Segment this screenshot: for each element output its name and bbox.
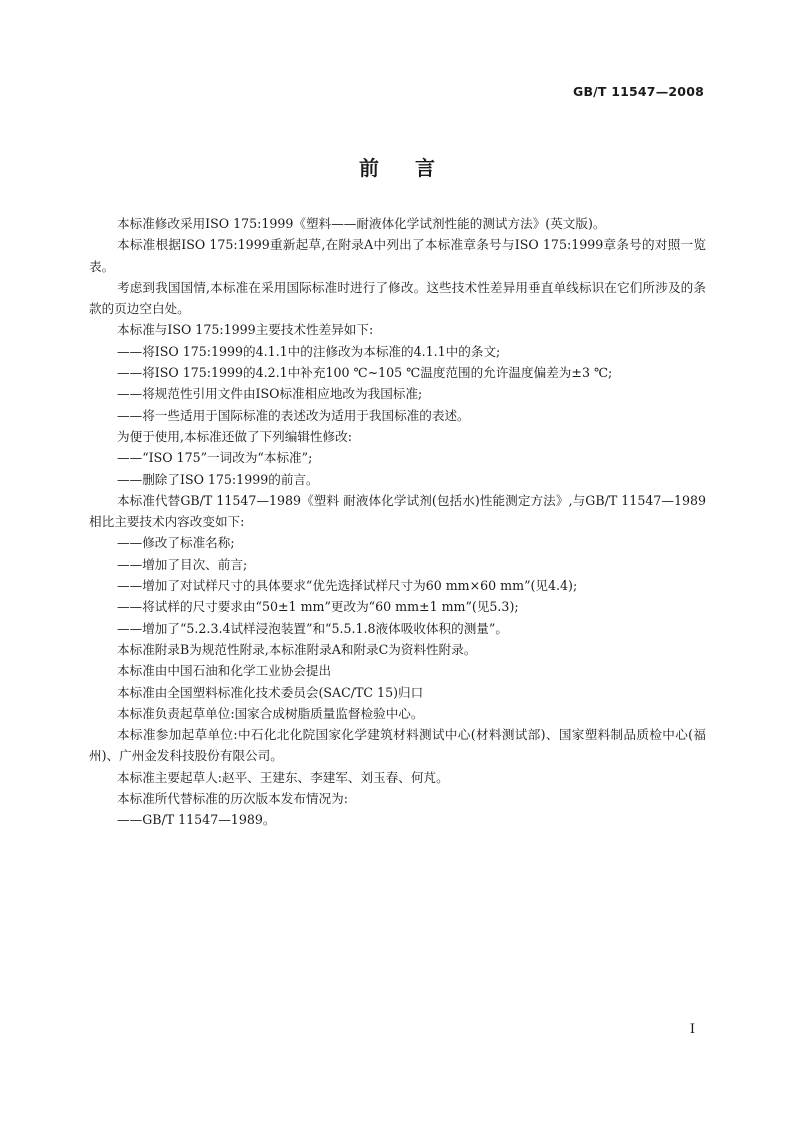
list-item: ——删除了ISO 175:1999的前言。 (117, 471, 319, 487)
paragraph: 本标准所代替标准的历次版本发布情况为: (117, 791, 348, 807)
list-item: ——将ISO 175:1999的4.1.1中的注修改为本标准的4.1.1中的条文; (117, 343, 501, 359)
standard-number: GB/T 11547—2008 (572, 84, 704, 99)
list-item: ——将规范性引用文件由ISO标准相应地改为我国标准; (117, 386, 423, 402)
page-number: I (689, 1022, 695, 1037)
preface-body (89, 213, 706, 831)
paragraph: 为便于使用,本标准还做了下列编辑性修改: (117, 428, 352, 444)
list-item: ——GB/T 11547—1989。 (117, 812, 276, 828)
list-item: ——将一些适用于国际标准的表述改为适用于我国标准的表述。 (117, 407, 470, 423)
list-item: ——将ISO 175:1999的4.2.1中补充100 ℃~105 ℃温度范围的允许温度偏差为±3 ℃; (117, 365, 613, 381)
paragraph: 本标准与ISO 175:1999主要技术性差异如下: (117, 322, 374, 338)
list-item: ——增加了对试样尺寸的具体要求“优先选择试样尺寸为60 mm×60 mm”(见4.4); (117, 578, 578, 594)
paragraph: 本标准附录B为规范性附录,本标准附录A和附录C为资料性附录。 (117, 641, 477, 657)
list-item: ——增加了目次、前言; (117, 556, 248, 572)
page-title: 前言 (359, 156, 471, 180)
paragraph: 本标准参加起草单位:中石化北化院国家化学建筑材料测试中心(材料测试部)、国家塑料制品质检中心(福州)、广州金发科技股份有限公司。 (89, 727, 706, 764)
list-item: ——增加了“5.2.3.4试样浸泡装置”和“5.5.1.8液体吸收体积的测量”。 (117, 620, 508, 636)
paragraph: 本标准根据ISO 175:1999重新起草,在附录A中列出了本标准章条号与ISO 175:1999章条号的对照一览表。 (89, 237, 706, 274)
paragraph: 考虑到我国国情,本标准在采用国际标准时进行了修改。这些技术性差异用垂直单线标识在它们所涉及的条款的页边空白处。 (89, 279, 706, 317)
paragraph: 本标准负责起草单位:国家合成树脂质量监督检验中心。 (117, 705, 424, 721)
paragraph: 本标准代替GB/T 11547—1989《塑料 耐液体化学试剂(包括水)性能测定方法》,与GB/T 11547—1989相比主要技术内容改变如下: (89, 492, 706, 530)
paragraph: 本标准主要起草人:赵平、王建东、李建军、刘玉春、何芃。 (117, 769, 449, 785)
paragraph: 本标准由中国石油和化学工业协会提出 (117, 663, 332, 679)
paragraph: 本标准由全国塑料标准化技术委员会(SAC/TC 15)归口 (117, 684, 424, 700)
paragraph: 本标准修改采用ISO 175:1999《塑料——耐液体化学试剂性能的测试方法》(英文版)。 (117, 216, 606, 231)
list-item: ——修改了标准名称; (117, 535, 235, 551)
list-item: ——“ISO 175”一词改为“本标准”; (117, 450, 313, 466)
list-item: ——将试样的尺寸要求由“50±1 mm”更改为“60 mm±1 mm”(见5.3); (117, 599, 519, 615)
